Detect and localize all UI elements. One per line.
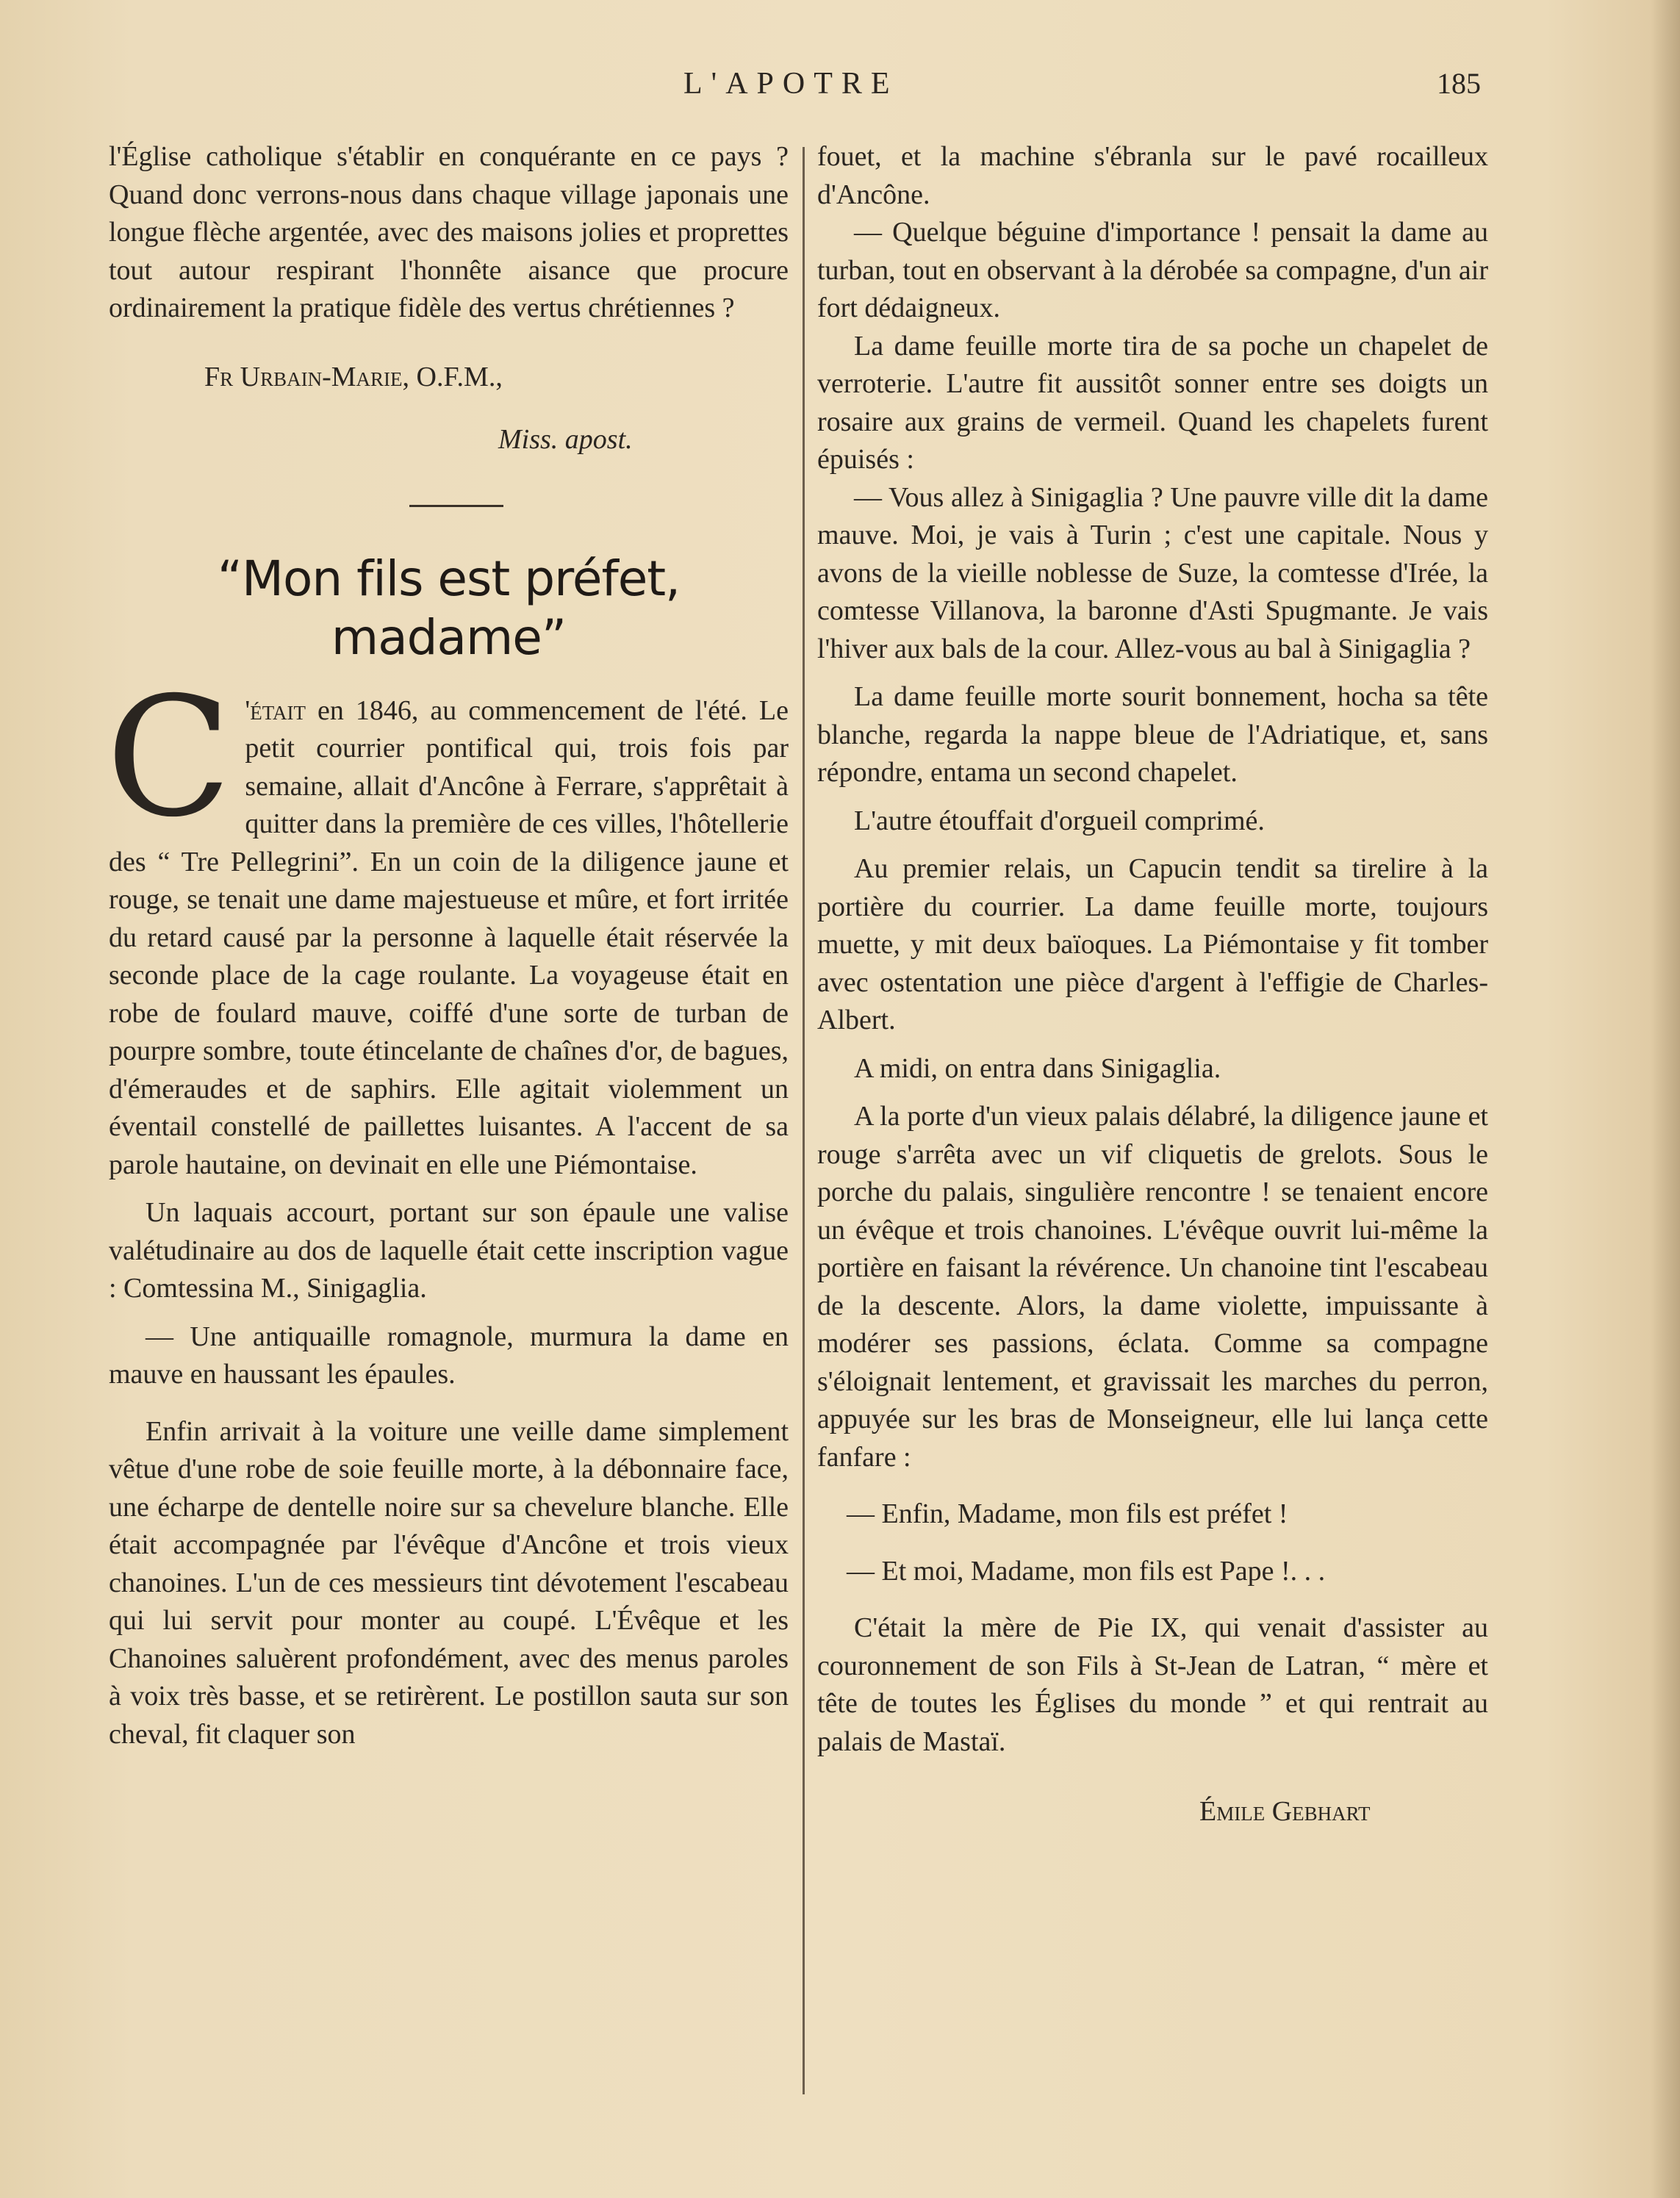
drop-cap: C bbox=[106, 661, 232, 853]
page-edge-shadow bbox=[1651, 0, 1680, 2198]
closing-paragraph: C'était la mère de Pie IX, qui venait d'assister au couronnement de son Fils à St-Jean de Latran, “ mère et tête de toutes les Églises du monde ” et qui rentrait au palais de Mastaï. bbox=[817, 1612, 1488, 1757]
article-title: “Mon fils est préfet, madame” bbox=[217, 550, 681, 666]
running-head bbox=[0, 66, 1680, 110]
section-divider bbox=[409, 505, 503, 507]
paragraph: A la porte d'un vieux palais délabré, la diligence jaune et rouge s'arrêta avec un vif cliquetis de grelots. Sous le porche du palais, singulière rencontre ! se tenaient encore un évêque et trois chanoines. L'évêque ouvrit lui-même la portière en faisant la révérence. Un chanoine tint l'escabeau de la descente. Alors, la dame violette, impuissante à modérer ses passions, éclata. Comme sa compagne s'éloignait lentement, et gravissait les marches du perron, appuyée sur les bras de Monseigneur, elle lui lança cette fanfare : bbox=[817, 1101, 1488, 1473]
column-divider-rule bbox=[803, 147, 805, 2094]
paragraph: — Quelque béguine d'importance ! pensait la dame au turban, tout en observant à la dérobée sa compagne, d'un air fort dédaigneux. bbox=[817, 217, 1488, 323]
author-affiliation: Miss. apost. bbox=[498, 424, 633, 455]
paragraph: Enfin arrivait à la voiture une veille dame simplement vêtue d'une robe de soie feuille morte, à la débonnaire face, une écharpe de dentelle noire sur sa chevelure blanche. Elle était accompagnée par l'évêque d'Ancône et trois vieux chanoines. L'un de ces messieurs tint dévotement l'escabeau qui lui servit pour monter au coupé. L'Évêque et les Chanoines saluèrent profondément, avec des menus paroles à voix très basse, et se retirèrent. Le postillon sauta sur son cheval, fit claquer son bbox=[109, 1415, 789, 1750]
right-column bbox=[817, 138, 1488, 1831]
journal-title: L'APOTRE bbox=[683, 67, 899, 101]
lead-smallcaps: 'était bbox=[245, 694, 306, 726]
paragraph: Un laquais accourt, portant sur son épaule une valise valétudinaire au dos de laquelle était cette inscription vague : Comtessina M., Sinigaglia. bbox=[109, 1197, 789, 1304]
dialog-line: — Enfin, Madame, mon fils est préfet ! bbox=[847, 1498, 1288, 1529]
left-column bbox=[106, 138, 789, 1753]
author-signature: Fr Urbain-Marie, O.F.M., bbox=[204, 361, 503, 392]
paragraph: La dame feuille morte tira de sa poche un chapelet de verroterie. L'autre fit aussitôt sonner entre ses doigts un rosaire aux grains de vermeil. Quand les chapelets furent épuisés : bbox=[817, 330, 1488, 475]
opening-paragraph bbox=[106, 661, 789, 1185]
paragraph: fouet, et la machine s'ébranla sur le pavé rocailleux d'Ancône. bbox=[817, 141, 1488, 210]
opening-paragraph-text: en 1846, au commencement de l'été. Le petit courrier pontifical qui, trois fois par semaine, allait d'Ancône à Ferrare, s'apprêtait à quitter dans la première de ces villes, l'hôtellerie des “ Tre Pellegrini”. En un coin de la diligence jaune et rouge, se tenait une dame majestueuse et mûre, et fort irritée du retard causé par la personne à laquelle était réservée la seconde place de la cage roulante. La voyageuse était en robe de foulard mauve, coiffé d'une sorte de turban de pourpre sombre, toute étincelante de chaînes d'or, de bagues, d'émeraudes et de saphirs. Elle agitait violemment un éventail constellé de paillettes luisantes. A l'accent de sa parole hautaine, on devinait en elle une Piémontaise. bbox=[109, 694, 789, 1180]
intro-paragraph: l'Église catholique s'établir en conquérante en ce pays ? Quand donc verrons-nous dans chaque village japonais une longue flèche argentée, avec des maisons jolies et proprettes tout autour respirant l'honnête aisance que procure ordinairement la pratique fidèle des vertus chrétiennes ? bbox=[109, 141, 789, 323]
paragraph: — Une antiquaille romagnole, murmura la dame en mauve en haussant les épaules. bbox=[109, 1321, 789, 1390]
paragraph: La dame feuille morte sourit bonnement, hocha sa tête blanche, regarda la nappe bleue de l'Adriatique, et, sans répondre, entama un second chapelet. bbox=[817, 681, 1488, 788]
page-number: 185 bbox=[1437, 67, 1481, 100]
paragraph: A midi, on entra dans Sinigaglia. bbox=[854, 1052, 1221, 1084]
paragraph: Au premier relais, un Capucin tendit sa tirelire à la portière du courrier. La dame feuille morte, toujours muette, y mit deux baïoques. La Piémontaise y fit tomber avec ostentation une pièce d'argent à l'effigie de Charles-Albert. bbox=[817, 853, 1488, 1035]
article-author-signature: Émile Gebhart bbox=[1199, 1796, 1371, 1827]
paragraph: L'autre étouffait d'orgueil comprimé. bbox=[854, 805, 1265, 836]
dialog-line: — Et moi, Madame, mon fils est Pape !. . . bbox=[847, 1555, 1326, 1587]
paragraph: — Vous allez à Sinigaglia ? Une pauvre ville dit la dame mauve. Moi, je vais à Turin ; c'est une capitale. Nous y avons de la vieille noblesse de Suze, la comtesse d'Irée, la comtesse Villanova, la baronne d'Asti Spugmante. Je vais l'hiver aux bals de la cour. Allez-vous au bal à Sinigaglia ? bbox=[817, 481, 1488, 664]
